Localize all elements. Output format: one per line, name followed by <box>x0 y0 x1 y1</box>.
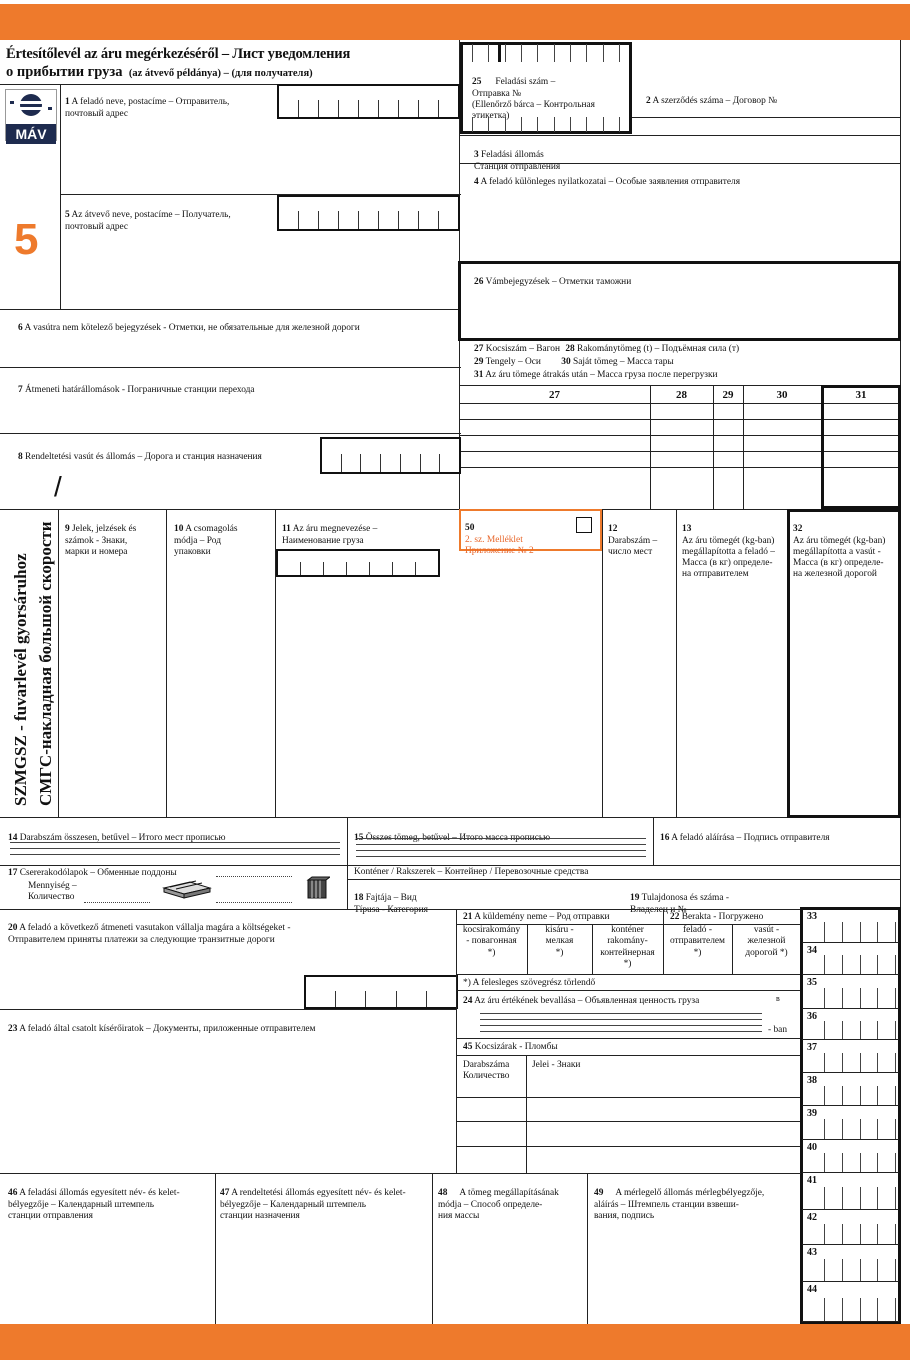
right-column-cell <box>802 909 899 943</box>
field-7-label: 7 Átmeneti határállomások - Пограничные станции перехода <box>18 385 255 396</box>
right-column-cell <box>802 1210 899 1245</box>
field-24-currency-top: в <box>776 994 780 1003</box>
field-21-col-container: konténer rakomány- контейнерная *) <box>600 925 655 969</box>
right-column-cell <box>802 1106 899 1140</box>
field-49-label: 49 A mérlegelő állomás mérlegbélyegzője, aláírás – Штемпель станции взвеши- вания, подпись <box>594 1188 765 1221</box>
field-6-label: 6 A vasútra nem kötelező bejegyzések - Отметки, не обязательные для железной дороги <box>18 323 360 334</box>
right-column-number: 36 <box>807 1011 817 1022</box>
right-column-number: 42 <box>807 1212 817 1223</box>
field-24-label: 24 Az áru értékének bevallása – Объявленная ценность груза <box>463 996 700 1006</box>
field-25-label: 25 Feladási szám – Отправка № (Ellenőrző bárca – Контрольная этикетка) <box>472 77 595 122</box>
field-45-marks-header: Jelei - Знаки <box>532 1060 581 1070</box>
pallet-icon <box>160 880 214 900</box>
top-color-band <box>0 4 910 40</box>
right-column-number: 44 <box>807 1284 817 1295</box>
mav-logo <box>5 89 57 141</box>
field-20-label: 20 A feladó a következő átmeneti vasutakon vállalja magára a költségeket - Отправителем приняты платежи за следующие транзитные дороги <box>8 923 291 945</box>
field-45-count-header: Darabszáma Количество <box>463 1060 510 1082</box>
field-32-label: 32 Az áru tömegét (kg-ban) megállapította a vasút - Масса (в кг) определе- на железной дорогой <box>793 524 886 580</box>
field-29-30-legend: 29 Tengely – Оси 30 Saját tömeg – Масса тары <box>474 357 674 367</box>
right-column-cell <box>802 1073 899 1106</box>
right-column-cell <box>802 1140 899 1173</box>
table-header-30: 30 <box>776 389 788 401</box>
right-column-entry-boxes[interactable] <box>824 988 896 1008</box>
field-31-legend: 31 Az áru tömege átrakás után – Масса груза после перегрузки <box>474 370 718 380</box>
field-48-label: 48 A tömeg megállapításának módja – Способ определе- ния массы <box>438 1188 559 1221</box>
field-45-label: 45 Kocsizárak - Пломбы <box>463 1042 558 1052</box>
right-column-cell <box>802 975 899 1009</box>
column-31-box <box>821 385 901 509</box>
right-column-number: 33 <box>807 911 817 922</box>
right-column-number: 35 <box>807 977 817 988</box>
field-22-col-sender: feladó - отправителем *) <box>669 925 725 958</box>
field-11-code-boxes[interactable] <box>276 549 440 577</box>
vertical-form-title: SZMGSZ - fuvarlevél gyorsáruhoz СМГС-накладная большой скорости <box>11 521 55 806</box>
field-26-label: 26 Vámbejegyzések – Отметки таможни <box>474 277 632 288</box>
field-4-label: 4 A feladó különleges nyilatkozatai – Особые заявления отправителя <box>474 177 741 188</box>
form-title <box>6 46 461 82</box>
field-23-label: 23 A feladó által csatolt kísérőiratok – Документы, приложенные отправителем <box>8 1024 316 1035</box>
field-2-label: 2 A szerződés száma – Договор № <box>646 96 778 107</box>
bottom-color-band <box>0 1324 910 1360</box>
right-column-entry-boxes[interactable] <box>824 1224 896 1244</box>
field-3-label: 3 Feladási állomás Станция отправления <box>474 150 561 172</box>
right-column-entry-boxes[interactable] <box>824 1298 896 1321</box>
right-column-number: 41 <box>807 1175 817 1186</box>
field-21-col-small: kisáru - мелкая *) <box>545 925 574 958</box>
field-17-quantity-label: Mennyiség – Количество <box>28 881 77 903</box>
title-line-2-sub: (az átvevő példánya) – (для получателя) <box>128 68 313 80</box>
field-14-label: 14 Darabszám összesen, betűvel – Итого мест прописью <box>8 833 226 844</box>
copy-number: 5 <box>14 215 39 264</box>
field-47-label: 47 A rendeltetési állomás egyesített név- és kelet- bélyegzője – Календарный штемпель станции назначения <box>220 1188 406 1221</box>
right-column-cell <box>802 1245 899 1282</box>
field-9-label: 9 Jelek, jelzések és számok - Знаки, марки и номера <box>65 524 137 557</box>
right-column-number: 43 <box>807 1247 817 1258</box>
rail-logo-icon <box>6 90 56 120</box>
table-header-31: 31 <box>855 389 867 401</box>
right-column-entry-boxes[interactable] <box>824 955 896 974</box>
field-25-top-ticks <box>472 44 620 62</box>
field-50-checkbox[interactable] <box>576 517 592 533</box>
footnote: *) A felesleges szövegrész törlendő <box>463 978 596 988</box>
field-22-col-railway: vasút - железной дорогой *) <box>745 925 788 958</box>
right-column-cell <box>802 1040 899 1073</box>
right-column-cell <box>802 1173 899 1210</box>
field-21-label: 21 A küldemény neme – Род отправки <box>463 912 610 922</box>
logo-text: MÁV <box>6 124 56 144</box>
field-12-label: 12 Darabszám – число мест <box>608 524 658 557</box>
right-column-number: 38 <box>807 1075 817 1086</box>
field-17-label: 17 Csererakodólapok – Обменные поддоны <box>8 868 177 878</box>
field-11-label: 11 Az áru megnevezése – Наименование груза <box>282 524 378 546</box>
field-18-label: 18 Fajtája – Вид Típusa - Категория <box>354 893 428 915</box>
right-column-number: 40 <box>807 1142 817 1153</box>
field-8-label: 8 Rendeltetési vasút és állomás – Дорога и станция назначения <box>18 452 262 463</box>
field-22-label: 22 Berakta - Погружено <box>670 912 764 922</box>
field-27-28-legend: 27 Kocsiszám – Вагон 28 Rakománytömeg (t) – Подъёмная сила (т) <box>474 344 740 354</box>
field-5-code-boxes[interactable] <box>277 195 460 231</box>
right-column-cell <box>802 1282 899 1322</box>
right-column-entry-boxes[interactable] <box>824 1119 896 1139</box>
field-8-slash: / <box>54 471 62 502</box>
table-header-29: 29 <box>722 389 734 401</box>
field-50-label: 50 2. sz. Melléklet Приложение № 2 <box>465 523 534 556</box>
title-line-2: о прибытии груза <box>6 64 123 81</box>
container-label: Konténer / Rakszerek – Контейнер / Перевозочные средства <box>354 867 589 877</box>
table-header-28: 28 <box>676 389 687 401</box>
field-13-label: 13 Az áru tömegét (kg-ban) megállapította a feladó – Масса (в кг) определе- на отправителем <box>682 524 775 580</box>
field-1-code-boxes[interactable] <box>277 84 460 119</box>
field-15-label: 15 Összes tömeg, betűvel – Итого масса прописью <box>354 833 551 844</box>
right-column-number: 34 <box>807 945 817 956</box>
title-line-1: Értesítőlevél az áru megérkezéséről – Лист уведомления <box>6 46 351 62</box>
field-21-col-wagon: kocsirakomány - повагонная *) <box>462 925 521 958</box>
right-column-entry-boxes[interactable] <box>824 1021 896 1039</box>
right-column-entry-boxes[interactable] <box>824 1053 896 1072</box>
field-20-code-boxes[interactable] <box>304 975 458 1009</box>
right-column-cell <box>802 1009 899 1040</box>
right-column-entry-boxes[interactable] <box>824 1086 896 1105</box>
field-24-currency-bottom: - ban <box>768 1025 788 1035</box>
right-column-cell <box>802 943 899 975</box>
right-column-number: 37 <box>807 1042 817 1053</box>
right-column-entry-boxes[interactable] <box>824 1187 896 1209</box>
container-cage-icon <box>306 876 330 900</box>
field-16-label: 16 A feladó aláírása – Подпись отправителя <box>660 833 830 844</box>
field-19-label: 19 Tulajdonosa és száma - Владелец и № <box>630 893 729 915</box>
field-10-label: 10 A csomagolás módja – Род упаковки <box>174 524 238 557</box>
field-8-code-boxes[interactable] <box>320 437 461 474</box>
field-5-label: 5 Az átvevő neve, postacíme – Получатель, почтовый адрес <box>65 210 231 232</box>
right-column-entry-boxes[interactable] <box>824 1153 896 1172</box>
right-column-number: 39 <box>807 1108 817 1119</box>
field-1-label: 1 A feladó neve, postacíme – Отправитель, почтовый адрес <box>65 97 230 119</box>
field-25-bottom-ticks <box>472 117 620 132</box>
table-header-27: 27 <box>549 389 560 401</box>
field-46-label: 46 A feladási állomás egyesített név- és kelet- bélyegzője – Календарный штемпель станции отправления <box>8 1188 180 1221</box>
right-column-entry-boxes[interactable] <box>824 922 896 942</box>
right-column-entry-boxes[interactable] <box>824 1259 896 1281</box>
